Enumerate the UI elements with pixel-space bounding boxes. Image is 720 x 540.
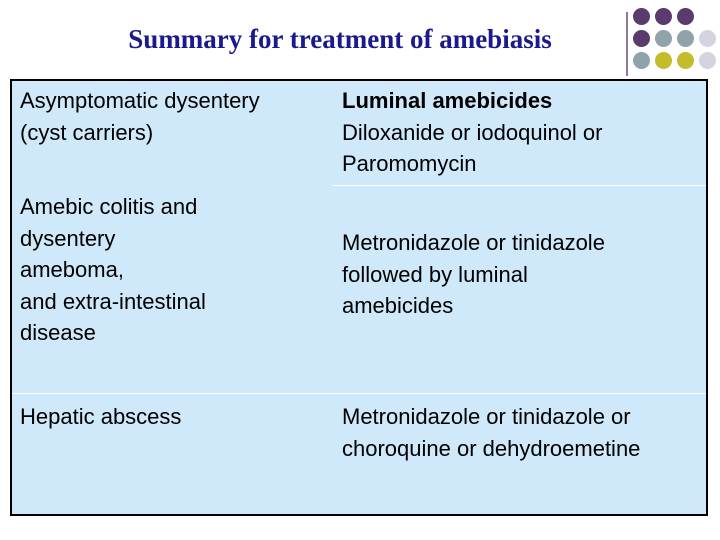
condition-line: Hepatic abscess bbox=[20, 404, 182, 429]
treatment-cell-2 bbox=[342, 227, 605, 322]
dot-purple-4 bbox=[633, 30, 650, 47]
treatment-heading: Luminal amebicides bbox=[342, 88, 553, 113]
treatment-line: Diloxanide or iodoquinol or bbox=[342, 119, 603, 145]
dot-olive-2 bbox=[677, 52, 694, 69]
condition-line: and extra-intestinal bbox=[20, 288, 206, 314]
treatment-line: amebicides bbox=[342, 293, 454, 318]
treatment-line: choroquine or dehydroemetine bbox=[342, 435, 641, 461]
dot-light-2 bbox=[699, 52, 716, 69]
treatment-line: followed by luminal bbox=[342, 261, 528, 287]
dot-gray-1 bbox=[655, 30, 672, 47]
condition-line: (cyst carriers) bbox=[20, 119, 154, 145]
dot-light-1 bbox=[699, 30, 716, 47]
treatment-line: Paromomycin bbox=[342, 151, 477, 176]
dot-gray-3 bbox=[633, 52, 650, 69]
dot-purple-2 bbox=[655, 8, 672, 25]
dot-purple-3 bbox=[677, 8, 694, 25]
dot-grid-icon bbox=[633, 8, 720, 80]
title-divider-line bbox=[626, 12, 628, 76]
dot-olive-1 bbox=[655, 52, 672, 69]
condition-line: Asymptomatic dysentery bbox=[20, 88, 260, 113]
treatment-cell-3 bbox=[342, 401, 640, 464]
dot-purple-1 bbox=[633, 8, 650, 25]
row-divider-1 bbox=[332, 185, 706, 186]
treatment-line: Metronidazole or tinidazole bbox=[342, 230, 605, 255]
dot-gray-2 bbox=[677, 30, 694, 47]
treatment-cell-1 bbox=[342, 85, 603, 180]
condition-cell-3 bbox=[20, 401, 181, 433]
treatment-table bbox=[10, 79, 708, 516]
condition-cell-1 bbox=[20, 85, 260, 148]
row-divider-2 bbox=[12, 393, 706, 394]
treatment-line: Metronidazole or tinidazole or bbox=[342, 404, 631, 429]
condition-cell-2 bbox=[20, 191, 206, 349]
condition-line: disease bbox=[20, 320, 96, 345]
condition-line: dysentery bbox=[20, 225, 116, 251]
slide-title: Summary for treatment of amebiasis bbox=[128, 24, 552, 54]
condition-line: Amebic colitis and bbox=[20, 194, 198, 219]
condition-line: ameboma, bbox=[20, 257, 124, 282]
